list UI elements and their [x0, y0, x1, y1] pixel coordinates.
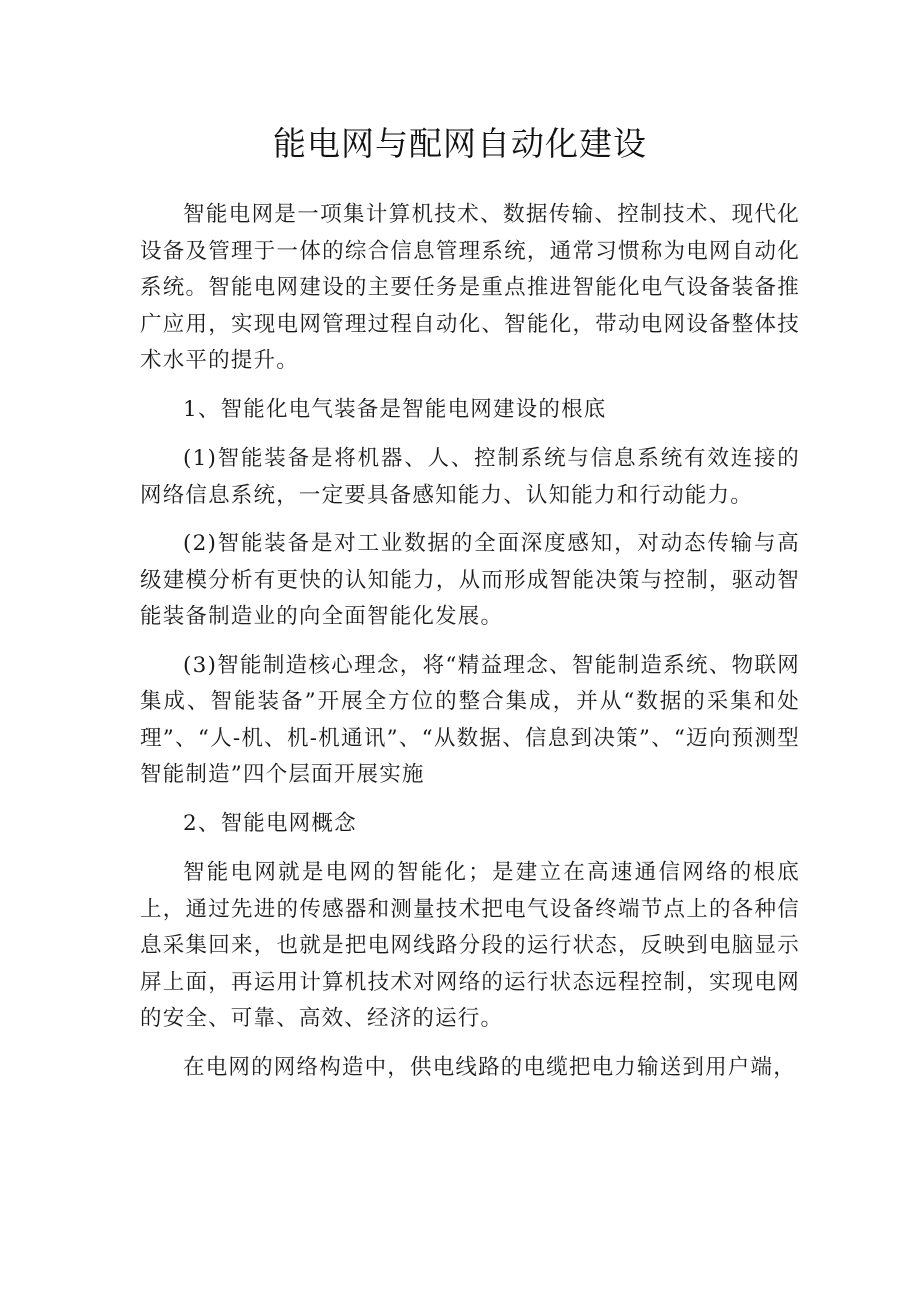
section-heading-1: 1、智能化电气装备是智能电网建设的根底: [183, 396, 607, 422]
section-heading-2: 2、智能电网概念: [183, 810, 357, 836]
document-title: 能电网与配网自动化建设: [273, 124, 647, 163]
paragraph-item-3: (3)智能制造核心理念，将“精益理念、智能制造系统、物联网集成、智能装备”开展全方位的整合集成，并从“数据的采集和处理”、“人-机、机-机通讯”、“从数据、信息到决策”、“迈向预测型智能制造”四个层面开展实施: [140, 652, 800, 787]
paragraph-concept: 智能电网就是电网的智能化；是建立在高速通信网络的根底上，通过先进的传感器和测量技术把电气设备终端节点上的各种信息采集回来，也就是把电网线路分段的运行状态，反映到电脑显示屏上面，再运用计算机技术对网络的运行状态远程控制，实现电网的安全、可靠、高效、经济的运行。: [140, 860, 800, 1031]
paragraph-item-1: (1)智能装备是将机器、人、控制系统与信息系统有效连接的网络信息系统，一定要具备感知能力、认知能力和行动能力。: [140, 446, 800, 508]
paragraph-network-structure: 在电网的网络构造中，供电线路的电缆把电力输送到用户端，: [183, 1054, 796, 1080]
paragraph-item-2: (2)智能装备是对工业数据的全面深度感知，对动态传输与高级建模分析有更快的认知能力，从而形成智能决策与控制，驱动智能装备制造业的向全面智能化发展。: [140, 531, 800, 629]
document-body: [140, 197, 800, 1098]
paragraph-intro: 智能电网是一项集计算机技术、数据传输、控制技术、现代化设备及管理于一体的综合信息管理系统，通常习惯称为电网自动化系统。智能电网建设的主要任务是重点推进智能化电气设备装备推广应用，实现电网管理过程自动化、智能化，带动电网设备整体技术水平的提升。: [140, 202, 800, 373]
